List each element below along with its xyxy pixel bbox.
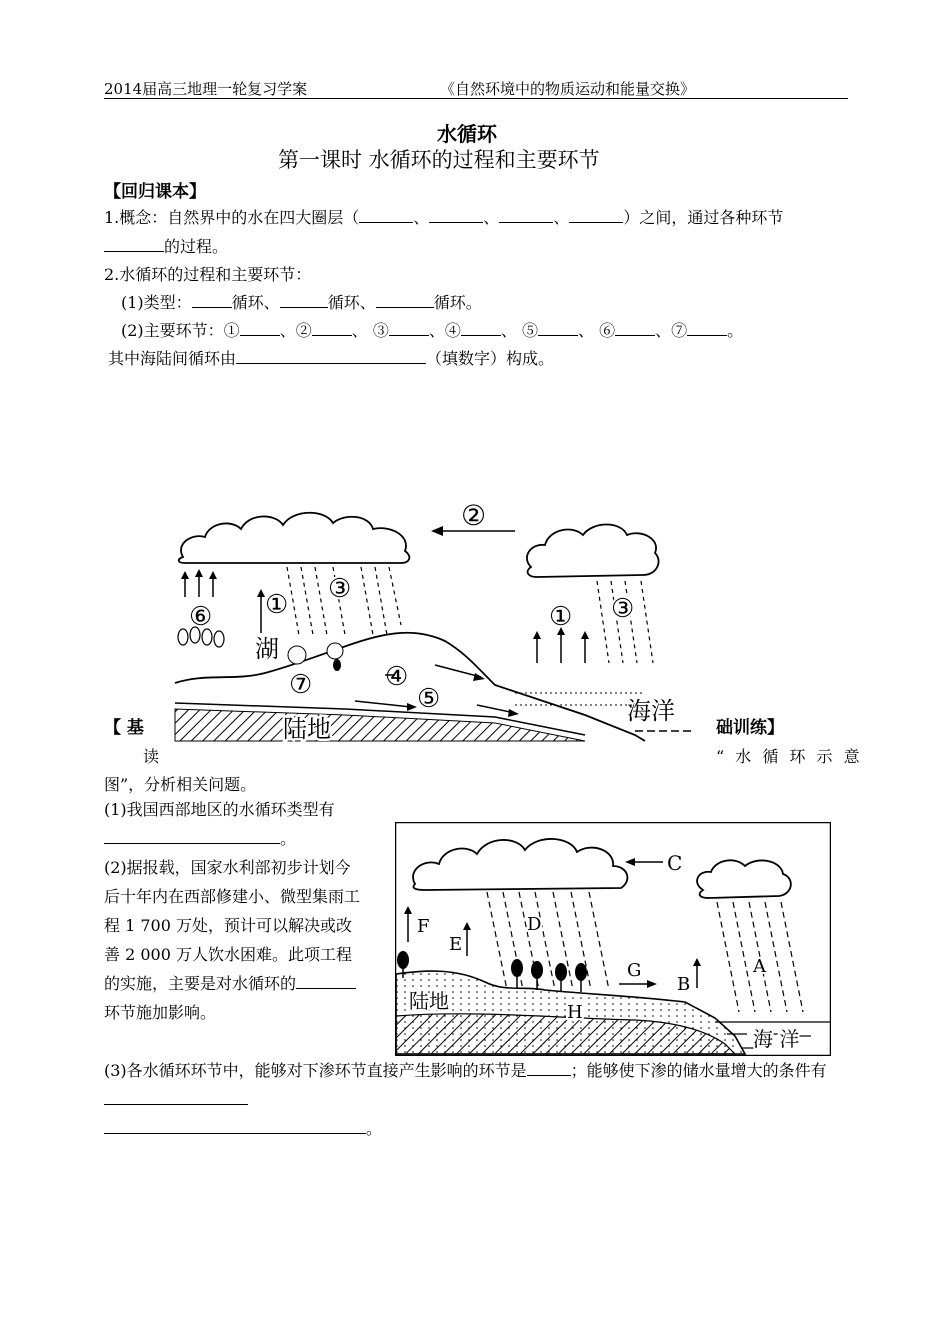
label-3-ocean: ③ — [611, 594, 635, 624]
review-q2-1: (1)类型： 循环、 循环、 循环。 — [121, 293, 482, 312]
label-ocean: 海洋 — [627, 697, 675, 725]
answer-blank[interactable] — [312, 320, 352, 336]
bedrock — [175, 709, 585, 741]
label-5: ⑤ — [417, 684, 441, 714]
label-ocean-2: 海 洋 — [753, 1027, 800, 1051]
page-title: 水循环 — [437, 122, 497, 146]
answer-blank[interactable] — [104, 1118, 366, 1134]
practice-heading-right: 础训练】 — [716, 718, 784, 738]
answer-blank[interactable] — [192, 292, 232, 308]
label-7: ⑦ — [289, 670, 313, 700]
label-G: G — [627, 960, 642, 981]
header-rule — [104, 98, 848, 99]
cloud-left — [179, 513, 410, 563]
review-q1-line1: 1.概念：自然界中的水在四大圈层（ 、 、 、 ）之间，通过各种环节 — [104, 208, 784, 227]
answer-blank[interactable] — [236, 348, 426, 364]
answer-blank[interactable] — [104, 236, 164, 252]
answer-blank[interactable] — [376, 292, 434, 308]
label-B: B — [677, 974, 691, 995]
review-q1-line2: 的过程。 — [104, 234, 228, 257]
answer-blank[interactable] — [280, 292, 328, 308]
practice-heading-left: 【 基 — [104, 718, 144, 738]
answer-blank[interactable] — [461, 320, 501, 336]
practice-intro-b: “ 水 循 环 示 意 — [716, 747, 863, 766]
label-lake: 湖 — [255, 635, 279, 663]
label-E: E — [449, 934, 463, 955]
answer-blank[interactable] — [240, 320, 280, 336]
label-D: D — [527, 914, 542, 935]
label-1-ocean: ① — [549, 602, 573, 632]
answer-blank[interactable] — [527, 1060, 571, 1076]
header-right: 《自然环境中的物质运动和能量交换》 — [440, 80, 696, 98]
answer-blank[interactable] — [615, 320, 655, 336]
practice-intro-a: 读 — [143, 747, 160, 766]
water-cycle-diagram-1 — [165, 495, 710, 750]
answer-blank[interactable] — [538, 320, 578, 336]
answer-blank[interactable] — [499, 207, 553, 223]
label-A: A — [753, 956, 766, 977]
review-q2-2: (2)主要环节：① 、② 、 ③ 、④ 、 ⑤ 、 ⑥ 、⑦ 。 — [121, 321, 744, 340]
answer-blank[interactable] — [389, 320, 429, 336]
label-C: C — [667, 851, 683, 875]
practice-q2: (2)据报载，国家水利部初步计划今后十年内在西部修建小、微型集雨工程 1 700 万处，预计可以解决或改善 2 000 万人饮水困难。此项工程的实施，主要是对水循环的环节施加影响。 — [104, 858, 361, 1022]
answer-blank[interactable] — [104, 1089, 248, 1105]
label-1-land: ① — [265, 590, 289, 620]
practice-intro-c: 图”，分析相关问题。 — [104, 775, 257, 794]
answer-blank[interactable] — [429, 207, 483, 223]
answer-blank[interactable] — [296, 973, 356, 989]
review-q2-3: 其中海陆间循环由 （填数字）构成。 — [108, 349, 555, 368]
label-land: 陆地 — [283, 715, 331, 743]
answer-blank[interactable] — [104, 828, 280, 844]
answer-blank[interactable] — [359, 207, 413, 223]
answer-blank[interactable] — [569, 207, 623, 223]
label-4: ④ — [385, 662, 409, 692]
label-land-2: 陆地 — [409, 989, 449, 1013]
answer-blank[interactable] — [687, 320, 727, 336]
cloud-right — [527, 525, 659, 578]
water-cycle-diagram-2 — [395, 822, 831, 1056]
page-subtitle: 第一课时 水循环的过程和主要环节 — [278, 148, 600, 172]
header-left: 2014届高三地理一轮复习学案 — [104, 80, 308, 98]
label-F: F — [417, 916, 430, 937]
practice-q3: (3)各水循环环节中，能够对下渗环节直接产生影响的环节是 ；能够使下渗的储水量增大的条件有 。 — [104, 1061, 827, 1138]
review-heading: 【回归课本】 — [104, 182, 206, 202]
label-H: H — [567, 1002, 583, 1023]
label-3-land: ③ — [328, 574, 352, 604]
label-2: ② — [461, 499, 487, 532]
practice-q1: (1)我国西部地区的水循环类型有。 — [104, 800, 335, 848]
review-q2: 2.水循环的过程和主要环节： — [104, 265, 312, 284]
label-6: ⑥ — [189, 602, 213, 632]
